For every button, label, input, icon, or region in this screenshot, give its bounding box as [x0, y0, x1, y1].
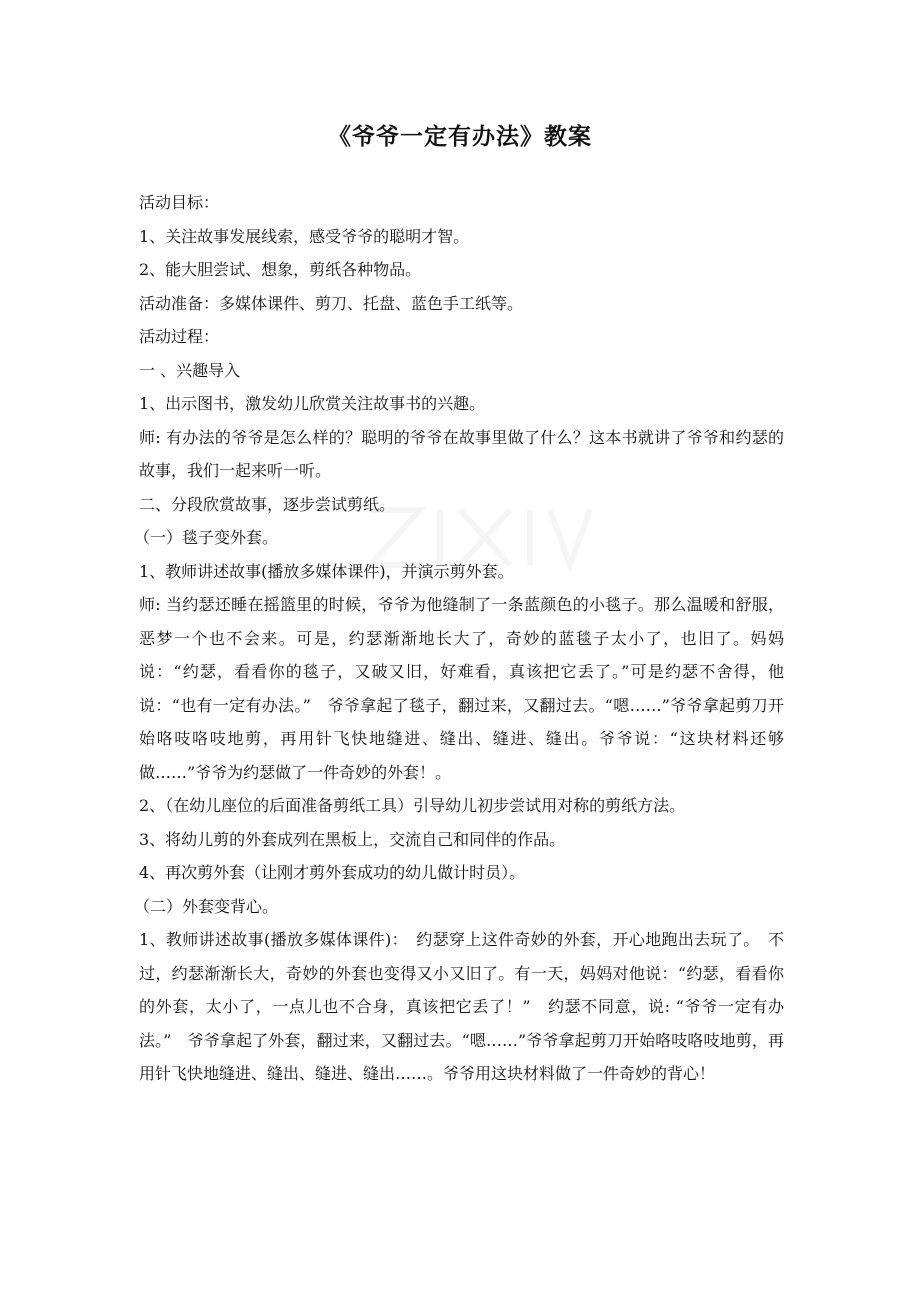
paragraph-goal-2: 2、能大胆尝试、想象，剪纸各种物品。 — [139, 260, 422, 279]
paragraph-process-heading: 活动过程： — [139, 327, 220, 346]
paragraph-subsection-2: （二）外套变背心。 — [134, 896, 279, 916]
paragraph-goal-1: 1、关注故事发展线索，感受爷爷的聪明才智。 — [139, 226, 470, 246]
paragraph-step-2-4: 4、再次剪外套（让刚才剪外套成功的幼儿做计时员）。 — [139, 863, 526, 882]
paragraph-section-2: 二、分段欣赏故事，逐步尝试剪纸。 — [139, 494, 396, 514]
paragraph-teacher-intro: 师: 有办法的爷爷是怎么样的？聪明的爷爷在故事里做了什么？这本书就讲了爷爷和约瑟的故事，我们一起来听一听。 — [139, 427, 784, 480]
paragraph-section-1: 一 、兴趣导入 — [139, 360, 241, 380]
document-title: 《爷爷一定有办法》教案 — [328, 123, 592, 150]
paragraph-preparation: 活动准备：多媒体课件、剪刀、托盘、蓝色手工纸等。 — [139, 293, 524, 313]
paragraph-step-1-1: 1、出示图书，激发幼儿欣赏关注故事书的兴趣。 — [139, 394, 486, 413]
paragraph-story-blanket: 师: 当约瑟还睡在摇篮里的时候，爷爷为他缝制了一条蓝颜色的小毯子。那么温暖和舒服，恶梦一个也不会来。可是，约瑟渐渐地长大了，奇妙的蓝毯子太小了，也旧了。妈妈说：“约瑟，看看你的毯子，又破又旧，好难看，真该把它丢了。”可是约瑟不舍得，他说：“也有一定有办法。” 爷爷拿起了毯子，翻过来，又翻过去。“嗯……”爷爷拿起剪刀开始咯吱咯吱地剪，再用针飞快地缝进、缝出、缝进、缝出。爷爷说：“这块材料还够做……”爷爷为约瑟做了一件奇妙的外套！。 — [139, 595, 784, 782]
paragraph-goals-heading: 活动目标： — [139, 193, 220, 212]
paragraph-step-2-3: 3、将幼儿剪的外套成列在黑板上，交流自己和同伴的作品。 — [139, 829, 566, 849]
paragraph-step-2-1: 1、教师讲述故事(播放多媒体课件)，并演示剪外套。 — [139, 561, 514, 581]
paragraph-subsection-1: （一）毯子变外套。 — [134, 528, 279, 547]
document-body — [134, 186, 784, 1091]
paragraph-story-coat: 1、教师讲述故事(播放多媒体课件)： 约瑟穿上这件奇妙的外套，开心地跑出去玩了。 不过，约瑟渐渐长大，奇妙的外套也变得又小又旧了。有一天，妈妈对他说：“约瑟，看看你的外套，太小了，一点儿也不合身，真该把它丢了！” 约瑟不同意，说: “爷爷一定有办法。” 爷爷拿起了外套，翻过来，又翻过去。“嗯……”爷爷拿起剪刀开始咯吱咯吱地剪，再用针飞快地缝进、缝出、缝进、缝出……。爷爷用这块材料做了一件奇妙的背心！ — [139, 930, 784, 1083]
paragraph-step-2-2: 2、（在幼儿座位的后面准备剪纸工具）引导幼儿初步尝试用对称的剪纸方法。 — [139, 796, 686, 815]
